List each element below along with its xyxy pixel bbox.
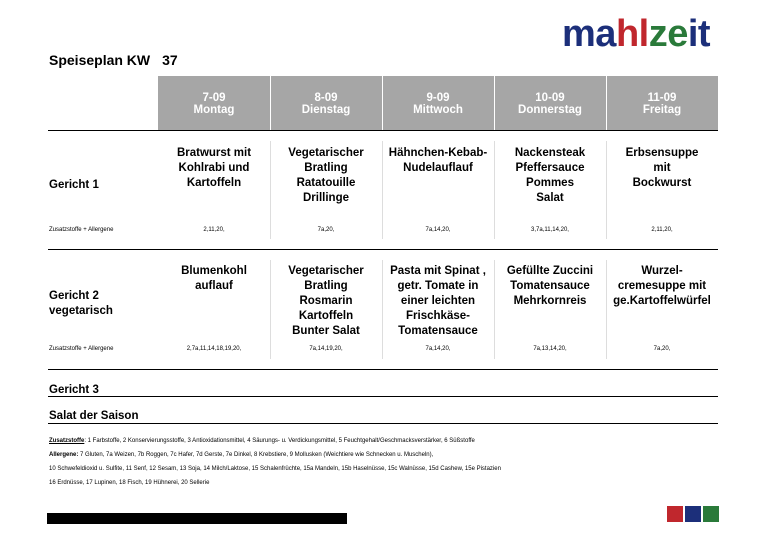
page-title (49, 52, 178, 68)
legend-allergene-label: Allergene: (49, 452, 79, 458)
logo-letter: m (562, 13, 596, 55)
divider (48, 369, 718, 370)
day-name: Montag (193, 104, 235, 116)
dish-line: getr. Tomate in (397, 280, 479, 292)
row-label-gericht-2 (49, 289, 113, 319)
legend-zusatz-label: Zusatzstoffe (49, 438, 85, 444)
day-header (494, 76, 606, 130)
footer-square (667, 506, 683, 522)
row-label-line: Gericht 2 (49, 290, 99, 302)
dish-line: auflauf (195, 280, 233, 292)
additives-value: 2,11,20, (651, 227, 673, 233)
logo-letter: e (667, 13, 688, 55)
dish-gericht2-1 (270, 264, 382, 339)
dish-line: Kartoffeln (298, 310, 354, 322)
dish-line: einer leichten (400, 295, 476, 307)
dish-gericht2-3 (494, 264, 606, 309)
dish-line: Vegetarischer (288, 147, 364, 159)
dish-line: Erbsensuppe (625, 147, 699, 159)
additives-value: 2,11,20, (203, 227, 225, 233)
day-header (270, 76, 382, 130)
additives-label: Zusatzstoffe + Allergene (49, 346, 114, 352)
legend-allergene (49, 451, 433, 459)
footer-bar (47, 513, 347, 524)
dish-line: Nackensteak (514, 147, 586, 159)
dish-line: Blumenkohl (181, 265, 247, 277)
dish-line: Rosmarin (299, 295, 353, 307)
dish-line: Pasta mit Spinat , (390, 265, 486, 277)
header-separator (494, 76, 495, 130)
dish-line: Tomatensauce (398, 325, 478, 337)
dish-line: Pommes (526, 177, 574, 189)
row-label-gericht-1: Gericht 1 (49, 179, 99, 191)
footer-square (703, 506, 719, 522)
additives-value: 7a,14,19,20, (309, 346, 343, 352)
legend-zusatzstoffe (49, 437, 475, 445)
dish-line: Pfeffersauce (515, 162, 585, 174)
additives-value: 7a,20, (653, 346, 671, 352)
dish-line: Bratwurst mit (176, 147, 252, 159)
day-name: Donnerstag (518, 104, 582, 116)
day-name: Mittwoch (413, 104, 463, 116)
dish-line: Bratling (304, 162, 348, 174)
header-separator (270, 76, 271, 130)
day-date: 7-09 (202, 92, 226, 104)
legend-line-3: 10 Schwefeldioxid u. Sulfite, 11 Senf, 12 Sesam, 13 Soja, 14 Milch/Laktose, 15 Schalenfrüchte, 15a Mandeln, 15b Haselnüsse, 15c Walnüsse, 15d Cashew, 15e Pistazien (49, 466, 501, 472)
logo-letter: l (638, 13, 649, 55)
dish-gericht1-3 (494, 146, 606, 206)
divider (48, 396, 718, 397)
day-date: 11-09 (647, 92, 677, 104)
dish-gericht1-0 (158, 146, 270, 191)
logo-letter: i (687, 13, 698, 55)
dish-line: Nudelauflauf (403, 162, 473, 174)
dish-line: Ratatouille (296, 177, 356, 189)
row-label-gericht-3: Gericht 3 (49, 384, 99, 396)
dish-line: mit (653, 162, 671, 174)
additives-value: 7a,13,14,20, (533, 346, 567, 352)
header-separator (606, 76, 607, 130)
dish-line: cremesuppe mit (617, 280, 707, 292)
title-label: Speiseplan KW (49, 52, 151, 68)
dish-gericht1-2 (382, 146, 494, 176)
dish-gericht2-4 (606, 264, 718, 309)
divider (48, 249, 718, 250)
dish-line: Frischkäse- (406, 310, 470, 322)
dish-line: Tomatensauce (510, 280, 590, 292)
additives-value: 7a,14,20, (425, 346, 451, 352)
dish-gericht1-4 (606, 146, 718, 191)
footer-square (685, 506, 701, 522)
dish-line: Bratling (304, 280, 348, 292)
additives-value: 7a,14,20, (425, 227, 451, 233)
logo-letter: h (615, 13, 639, 55)
day-header (158, 76, 270, 130)
additives-value: 7a,20, (317, 227, 335, 233)
dish-line: Hähnchen-Kebab- (388, 147, 488, 159)
dish-line: Drillinge (302, 192, 349, 204)
header-separator (382, 76, 383, 130)
additives-value: 2,7a,11,14,18,19,20, (186, 346, 242, 352)
dish-line: Vegetarischer (288, 265, 364, 277)
day-date: 10-09 (535, 92, 565, 104)
additives-value: 3,7a,11,14,20, (531, 227, 569, 233)
logo-letter: a (595, 13, 616, 55)
dish-gericht2-2 (382, 264, 494, 339)
additives-label: Zusatzstoffe + Allergene (49, 227, 114, 233)
mahlzeit-logo (562, 14, 710, 54)
legend-line-4: 16 Erdnüsse, 17 Lupinen, 18 Fisch, 19 Hühnerei, 20 Sellerie (49, 480, 210, 486)
dish-line: Kartoffeln (186, 177, 242, 189)
day-date: 9-09 (426, 92, 450, 104)
dish-line: Mehrkornreis (513, 295, 587, 307)
day-header (382, 76, 494, 130)
logo-letter: t (697, 13, 711, 55)
dish-line: Salat (536, 192, 564, 204)
day-name: Freitag (642, 104, 682, 116)
dish-gericht2-0 (158, 264, 270, 294)
week-number: 37 (162, 52, 178, 68)
dish-line: Gefüllte Zuccini (506, 265, 594, 277)
row-label-salat: Salat der Saison (49, 410, 139, 422)
day-date: 8-09 (314, 92, 338, 104)
legend-allergene-text: 7 Gluten, 7a Weizen, 7b Roggen, 7c Hafer, 7d Gerste, 7e Dinkel, 8 Krebstiere, 9 Mollusken (Weichtiere wie Schnecken u. Muscheln), (78, 452, 434, 458)
dish-line: Bunter Salat (292, 325, 360, 337)
day-header (606, 76, 718, 130)
dish-line: Wurzel- (641, 265, 683, 277)
logo-letter: z (648, 13, 668, 55)
divider (48, 423, 718, 424)
divider (48, 130, 718, 131)
dish-line: ge.Kartoffelwürfel (613, 295, 711, 307)
row-label-line: vegetarisch (49, 305, 113, 317)
dish-gericht1-1 (270, 146, 382, 206)
day-name: Dienstag (301, 104, 351, 116)
dish-line: Bockwurst (632, 177, 692, 189)
legend-zusatz-text: : 1 Farbstoffe, 2 Konservierungsstoffe, 3 Antioxidationsmittel, 4 Säurungs- u. Verdickungsmittel, 5 Feuchtgehalt/Geschmacksverstärker, 6 Süßstoffe (84, 438, 475, 444)
dish-line: Kohlrabi und (178, 162, 250, 174)
